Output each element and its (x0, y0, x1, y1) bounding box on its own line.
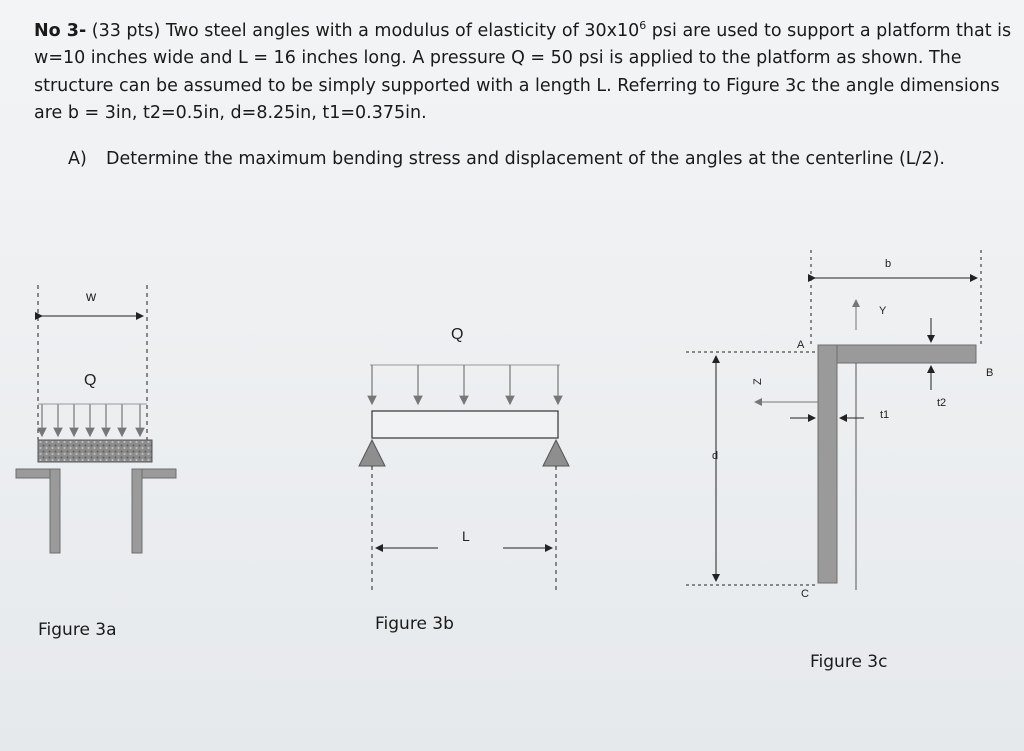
z-label: Z (752, 378, 764, 385)
point-c-label: C (801, 588, 809, 600)
right-angle-web (132, 469, 142, 553)
beam-3b (372, 411, 558, 438)
figure-3b (359, 326, 569, 590)
left-support (359, 440, 385, 466)
l-label: L (462, 528, 470, 544)
t2-label: t2 (937, 397, 947, 409)
figure-3c-caption: Figure 3c (810, 652, 888, 672)
figure-3a (16, 285, 176, 553)
figure-3b-caption: Figure 3b (375, 614, 454, 634)
q-label-3b: Q (451, 326, 464, 343)
problem-text-part1: (33 pts) Two steel angles with a modulus of elasticity of 30x10 (86, 20, 640, 41)
point-a-label: A (797, 339, 805, 351)
w-label: w (86, 288, 97, 304)
exponent: 6 (639, 19, 647, 32)
point-b-label: B (986, 367, 994, 379)
y-label: Y (879, 305, 887, 317)
pressure-arrows-3b (372, 365, 558, 404)
problem-text-part2: psi are used to support a platform that is w=10 inches wide and L = 16 inches long. A pressure Q = 50 psi is applied to the platform as shown. The structure can be assumed to be simply supported with a length L. Referring to Figure 3c the angle dimensions are b = 3in, t2=0.5in, d=8.25in, t1=0.375in. (34, 20, 1012, 124)
b-label: b (885, 258, 892, 270)
left-angle-web (50, 469, 60, 553)
angle-flange-3c (818, 345, 976, 363)
part-a-label: A) (68, 149, 87, 169)
t1-label: t1 (880, 409, 890, 421)
figure-3a-caption: Figure 3a (38, 620, 117, 640)
d-label: d (712, 450, 719, 462)
right-support (543, 440, 569, 466)
figure-3c (686, 250, 993, 600)
part-a-text: Determine the maximum bending stress and displacement of the angles at the centerline (L/2). (106, 149, 945, 169)
problem-number: No 3- (34, 20, 87, 41)
platform-3a (38, 440, 152, 462)
q-label-3a: Q (84, 372, 97, 389)
angle-web-3c (818, 345, 837, 583)
pressure-arrows-3a (42, 404, 140, 436)
